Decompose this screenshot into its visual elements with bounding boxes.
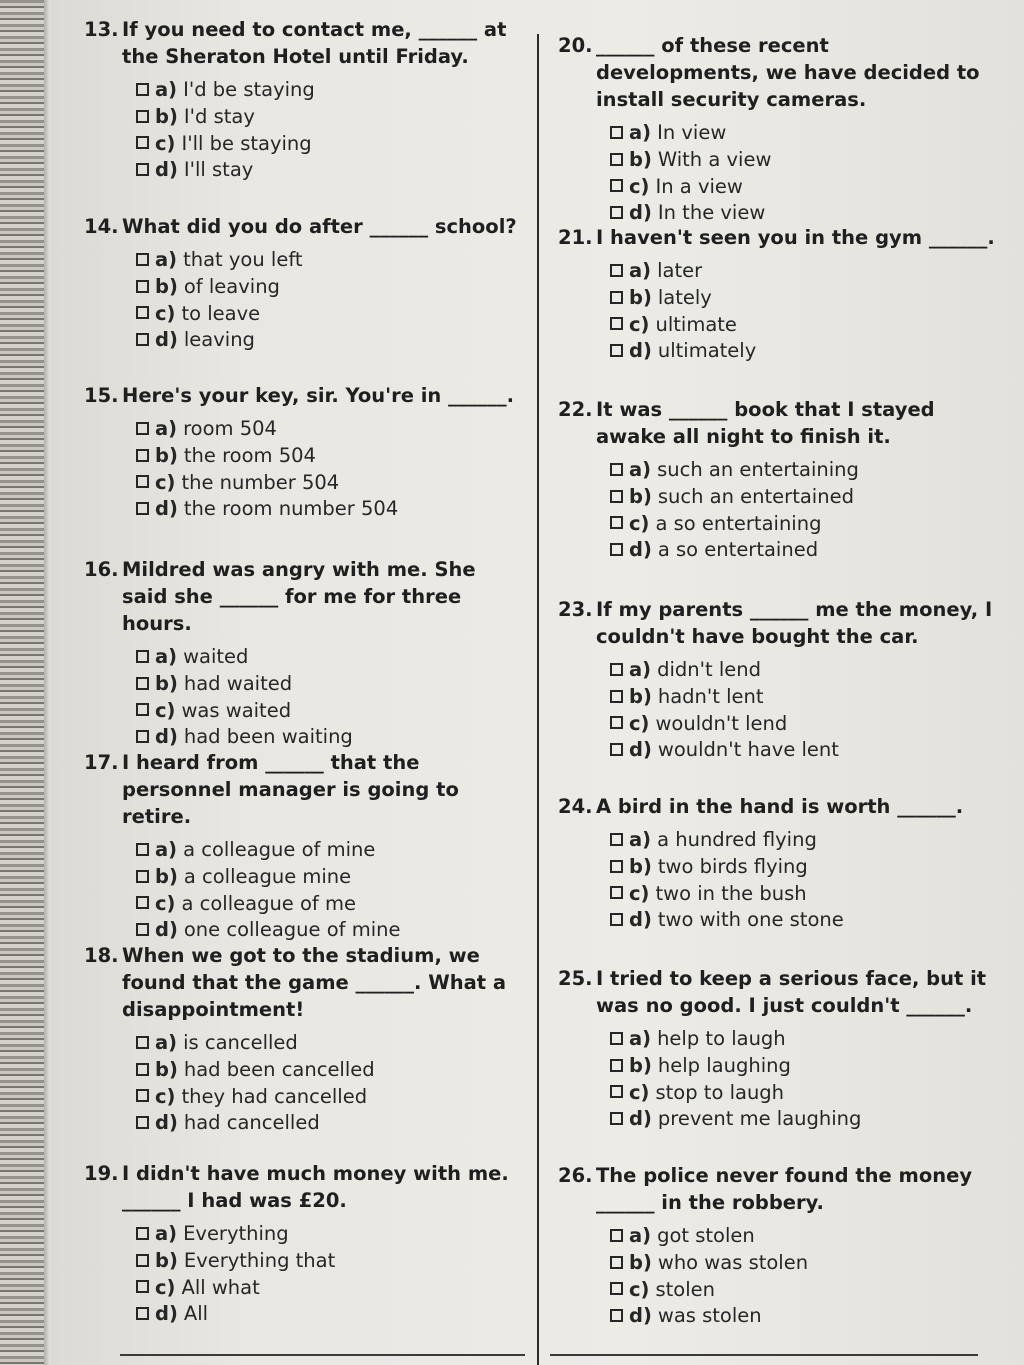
question-17 (84, 749, 524, 943)
answer-option[interactable] (610, 683, 998, 710)
option-letter: b) (155, 443, 178, 467)
option-text: stop to laugh (655, 1080, 785, 1104)
option-text: wouldn't lend (655, 711, 788, 735)
option-letter: c) (629, 174, 650, 198)
option-text: they had cancelled (181, 1084, 368, 1108)
answer-option[interactable] (136, 469, 524, 496)
question-stem (84, 16, 524, 70)
checkbox-icon[interactable] (610, 743, 623, 756)
answer-option[interactable] (136, 156, 524, 183)
question-number: 15. (84, 384, 119, 407)
answer-option[interactable] (610, 1079, 998, 1106)
question-16 (84, 556, 524, 750)
option-text: help laughing (657, 1053, 791, 1077)
answer-option[interactable] (136, 836, 524, 863)
option-letter: a) (629, 1223, 652, 1247)
option-text: a colleague mine (183, 864, 352, 888)
question-23 (558, 596, 998, 763)
option-text: two birds flying (657, 854, 808, 878)
answer-options (610, 826, 998, 933)
option-letter: d) (155, 328, 178, 352)
answer-option[interactable] (136, 246, 524, 273)
checkbox-icon[interactable] (610, 860, 623, 873)
option-letter: b) (155, 274, 178, 298)
option-text: prevent me laughing (657, 1107, 862, 1131)
answer-option[interactable] (136, 273, 524, 300)
checkbox-icon[interactable] (136, 502, 149, 515)
option-text: In view (657, 120, 727, 144)
question-stem (84, 749, 524, 830)
option-text: such an entertained (657, 484, 854, 508)
question-text: ______ of these recent developments, we have decided to install security cameras. (596, 34, 980, 111)
question-text: If my parents ______ me the money, I couldn't have bought the car. (596, 598, 993, 648)
option-letter: a) (629, 258, 652, 282)
question-25 (558, 965, 998, 1132)
checkbox-icon[interactable] (136, 1116, 149, 1129)
question-number: 19. (84, 1162, 119, 1185)
question-stem (558, 224, 998, 251)
question-text: A bird in the hand is worth ______. (596, 795, 964, 818)
checkbox-icon[interactable] (136, 730, 149, 743)
checkbox-icon[interactable] (136, 110, 149, 123)
option-letter: d) (155, 918, 178, 942)
option-letter: d) (629, 201, 652, 225)
question-number: 14. (84, 215, 119, 238)
answer-option[interactable] (136, 1274, 524, 1301)
option-letter: d) (155, 158, 178, 182)
answer-option[interactable] (610, 199, 998, 226)
question-text: If you need to contact me, ______ at the Sheraton Hotel until Friday. (122, 18, 507, 68)
checkbox-icon[interactable] (136, 650, 149, 663)
checkbox-icon[interactable] (610, 490, 623, 503)
question-text: I tried to keep a serious face, but it was no good. I just couldn't ______. (596, 967, 987, 1017)
checkbox-icon[interactable] (136, 1254, 149, 1267)
option-text: I'll be staying (181, 131, 312, 155)
option-letter: a) (629, 457, 652, 481)
answer-option[interactable] (136, 670, 524, 697)
right-bottom-rule (550, 1354, 978, 1356)
option-text: later (657, 258, 703, 282)
option-letter: c) (155, 1084, 176, 1108)
answer-option[interactable] (136, 890, 524, 917)
option-text: a colleague of mine (183, 837, 376, 861)
checkbox-icon[interactable] (610, 344, 623, 357)
option-text: Everything (183, 1221, 289, 1245)
answer-option[interactable] (610, 1025, 998, 1052)
checkbox-icon[interactable] (136, 475, 149, 488)
option-text: to leave (181, 301, 261, 325)
option-text: was waited (181, 698, 292, 722)
checkbox-icon[interactable] (136, 422, 149, 435)
question-stem (84, 556, 524, 637)
answer-option[interactable] (610, 736, 998, 763)
answer-option[interactable] (610, 880, 998, 907)
option-letter: b) (629, 1053, 652, 1077)
checkbox-icon[interactable] (136, 449, 149, 462)
question-number: 24. (558, 795, 593, 818)
answer-options (610, 456, 998, 563)
option-letter: c) (155, 301, 176, 325)
checkbox-icon[interactable] (136, 896, 149, 909)
answer-option[interactable] (136, 495, 524, 522)
checkbox-icon[interactable] (610, 1085, 623, 1098)
answer-options (136, 643, 524, 750)
question-stem (84, 213, 524, 240)
checkbox-icon[interactable] (610, 886, 623, 899)
option-letter: a) (629, 120, 652, 144)
question-19 (84, 1160, 524, 1327)
question-stem (558, 596, 998, 650)
option-letter: a) (155, 837, 178, 861)
option-text: that you left (183, 247, 303, 271)
question-text: Here's your key, sir. You're in ______. (122, 384, 515, 407)
answer-option[interactable] (610, 456, 998, 483)
option-letter: d) (155, 497, 178, 521)
answer-options (610, 1222, 998, 1329)
option-letter: c) (629, 312, 650, 336)
option-text: the number 504 (181, 470, 340, 494)
option-text: had been waiting (183, 725, 353, 749)
option-text: a so entertained (657, 538, 819, 562)
checkbox-icon[interactable] (136, 1036, 149, 1049)
option-letter: c) (155, 1275, 176, 1299)
option-letter: b) (629, 684, 652, 708)
answer-option[interactable] (136, 723, 524, 750)
option-letter: c) (629, 511, 650, 535)
question-15 (84, 382, 524, 522)
question-stem (558, 793, 998, 820)
column-divider (537, 34, 539, 1365)
option-letter: a) (629, 657, 652, 681)
checkbox-icon[interactable] (610, 1059, 623, 1072)
question-number: 20. (558, 34, 593, 57)
question-stem (84, 1160, 524, 1214)
question-stem (558, 965, 998, 1019)
question-14 (84, 213, 524, 353)
option-letter: a) (155, 644, 178, 668)
question-number: 16. (84, 558, 119, 581)
option-letter: c) (629, 711, 650, 735)
question-number: 26. (558, 1164, 593, 1187)
answer-option[interactable] (610, 119, 998, 146)
answer-option[interactable] (610, 1105, 998, 1132)
checkbox-icon[interactable] (136, 253, 149, 266)
checkbox-icon[interactable] (610, 179, 623, 192)
question-24 (558, 793, 998, 933)
question-number: 13. (84, 18, 119, 41)
option-letter: d) (155, 1302, 178, 1326)
option-letter: a) (629, 1026, 652, 1050)
option-letter: d) (629, 339, 652, 363)
option-text: wouldn't have lent (657, 738, 839, 762)
answer-options (610, 1025, 998, 1132)
option-text: lately (657, 285, 712, 309)
option-text: leaving (183, 328, 255, 352)
question-stem (558, 1162, 998, 1216)
checkbox-icon[interactable] (610, 543, 623, 556)
option-letter: b) (155, 1248, 178, 1272)
question-21 (558, 224, 998, 364)
checkbox-icon[interactable] (610, 317, 623, 330)
option-text: a so entertaining (655, 511, 822, 535)
option-text: a hundred flying (657, 827, 817, 851)
question-text: It was ______ book that I stayed awake all night to finish it. (596, 398, 935, 448)
answer-option[interactable] (610, 1222, 998, 1249)
answer-options (610, 119, 998, 226)
option-text: All (183, 1302, 209, 1326)
answer-options (136, 246, 524, 353)
option-letter: c) (155, 470, 176, 494)
option-letter: b) (155, 104, 178, 128)
checkbox-icon[interactable] (136, 1307, 149, 1320)
option-text: ultimately (657, 339, 757, 363)
option-text: help to laugh (657, 1026, 786, 1050)
question-text: The police never found the money ______ in the robbery. (596, 1164, 973, 1214)
option-text: With a view (657, 147, 772, 171)
question-stem (558, 32, 998, 113)
question-text: Mildred was angry with me. She said she ______ for me for three hours. (122, 558, 476, 635)
question-22 (558, 396, 998, 563)
answer-option[interactable] (136, 130, 524, 157)
left-bottom-rule (120, 1354, 525, 1356)
answer-options (136, 1220, 524, 1327)
option-letter: d) (629, 1107, 652, 1131)
answer-option[interactable] (610, 853, 998, 880)
option-letter: c) (155, 891, 176, 915)
option-text: two with one stone (657, 908, 844, 932)
option-text: I'll stay (183, 158, 254, 182)
checkbox-icon[interactable] (610, 1256, 623, 1269)
option-letter: b) (155, 864, 178, 888)
checkbox-icon[interactable] (610, 913, 623, 926)
option-text: In the view (657, 201, 766, 225)
checkbox-icon[interactable] (136, 136, 149, 149)
answer-option[interactable] (136, 916, 524, 943)
question-stem (84, 942, 524, 1023)
checkbox-icon[interactable] (610, 516, 623, 529)
answer-option[interactable] (610, 510, 998, 537)
answer-options (136, 415, 524, 522)
answer-option[interactable] (610, 1052, 998, 1079)
option-text: hadn't lent (657, 684, 764, 708)
checkbox-icon[interactable] (610, 1112, 623, 1125)
option-letter: d) (155, 1111, 178, 1135)
question-13 (84, 16, 524, 183)
answer-options (610, 257, 998, 364)
checkbox-icon[interactable] (610, 264, 623, 277)
option-letter: b) (629, 484, 652, 508)
option-letter: c) (629, 1080, 650, 1104)
option-text: was stolen (657, 1304, 762, 1328)
answer-option[interactable] (136, 643, 524, 670)
option-letter: a) (155, 416, 178, 440)
book-binding-edge (0, 0, 44, 1365)
answer-option[interactable] (610, 483, 998, 510)
question-number: 25. (558, 967, 593, 990)
option-letter: b) (155, 1057, 178, 1081)
option-text: who was stolen (657, 1250, 809, 1274)
checkbox-icon[interactable] (136, 870, 149, 883)
option-letter: b) (629, 1250, 652, 1274)
option-text: waited (183, 644, 249, 668)
question-20 (558, 32, 998, 226)
checkbox-icon[interactable] (136, 1227, 149, 1240)
option-text: I'd be staying (183, 77, 315, 101)
checkbox-icon[interactable] (136, 1280, 149, 1293)
answer-option[interactable] (136, 1029, 524, 1056)
option-letter: c) (629, 881, 650, 905)
option-text: didn't lend (657, 657, 761, 681)
option-letter: c) (155, 131, 176, 155)
option-letter: d) (629, 908, 652, 932)
question-number: 21. (558, 226, 593, 249)
option-text: the room 504 (183, 443, 316, 467)
option-text: is cancelled (183, 1030, 298, 1054)
option-text: ultimate (655, 312, 737, 336)
option-letter: b) (155, 671, 178, 695)
checkbox-icon[interactable] (610, 1032, 623, 1045)
answer-option[interactable] (136, 1109, 524, 1136)
checkbox-icon[interactable] (136, 923, 149, 936)
checkbox-icon[interactable] (136, 677, 149, 690)
answer-option[interactable] (610, 826, 998, 853)
option-letter: c) (629, 1277, 650, 1301)
option-text: got stolen (657, 1223, 755, 1247)
option-letter: d) (629, 538, 652, 562)
option-text: had waited (183, 671, 293, 695)
option-letter: b) (629, 147, 652, 171)
option-text: had cancelled (183, 1111, 320, 1135)
checkbox-icon[interactable] (136, 843, 149, 856)
question-18 (84, 942, 524, 1136)
checkbox-icon[interactable] (136, 1063, 149, 1076)
option-letter: a) (155, 1030, 178, 1054)
checkbox-icon[interactable] (610, 153, 623, 166)
answer-option[interactable] (610, 710, 998, 737)
option-letter: d) (629, 738, 652, 762)
answer-option[interactable] (136, 863, 524, 890)
option-text: I'd stay (183, 104, 255, 128)
option-text: had been cancelled (183, 1057, 375, 1081)
question-text: I heard from ______ that the personnel manager is going to retire. (122, 751, 459, 828)
answer-option[interactable] (610, 173, 998, 200)
option-letter: a) (155, 1221, 178, 1245)
checkbox-icon[interactable] (610, 291, 623, 304)
answer-option[interactable] (136, 300, 524, 327)
checkbox-icon[interactable] (610, 1229, 623, 1242)
checkbox-icon[interactable] (610, 1282, 623, 1295)
option-letter: b) (629, 285, 652, 309)
checkbox-icon[interactable] (136, 1089, 149, 1102)
answer-option[interactable] (136, 1300, 524, 1327)
checkbox-icon[interactable] (136, 163, 149, 176)
option-letter: a) (155, 77, 178, 101)
question-text: When we got to the stadium, we found that the game ______. What a disappointment! (122, 944, 507, 1021)
question-stem (558, 396, 998, 450)
option-text: All what (181, 1275, 260, 1299)
checkbox-icon[interactable] (610, 833, 623, 846)
checkbox-icon[interactable] (136, 306, 149, 319)
checkbox-icon[interactable] (136, 83, 149, 96)
question-number: 17. (84, 751, 119, 774)
option-text: of leaving (183, 274, 280, 298)
answer-options (136, 836, 524, 943)
checkbox-icon[interactable] (610, 463, 623, 476)
answer-option[interactable] (136, 103, 524, 130)
option-text: room 504 (183, 416, 277, 440)
answer-option[interactable] (610, 257, 998, 284)
option-letter: a) (155, 247, 178, 271)
answer-option[interactable] (136, 697, 524, 724)
answer-option[interactable] (610, 1302, 998, 1329)
checkbox-icon[interactable] (136, 703, 149, 716)
question-text: I didn't have much money with me. ______ I had was £20. (122, 1162, 509, 1212)
option-letter: d) (629, 1304, 652, 1328)
checkbox-icon[interactable] (610, 663, 623, 676)
answer-option[interactable] (610, 656, 998, 683)
answer-options (610, 656, 998, 763)
option-text: stolen (655, 1277, 715, 1301)
answer-options (136, 1029, 524, 1136)
answer-option[interactable] (610, 1249, 998, 1276)
option-text: the room number 504 (183, 497, 399, 521)
option-letter: b) (629, 854, 652, 878)
checkbox-icon[interactable] (610, 1309, 623, 1322)
option-text: a colleague of me (181, 891, 356, 915)
answer-options (136, 76, 524, 183)
question-text: What did you do after ______ school? (122, 215, 517, 238)
checkbox-icon[interactable] (610, 206, 623, 219)
option-text: In a view (655, 174, 743, 198)
option-letter: a) (629, 827, 652, 851)
answer-option[interactable] (136, 442, 524, 469)
checkbox-icon[interactable] (610, 126, 623, 139)
checkbox-icon[interactable] (136, 280, 149, 293)
option-letter: d) (155, 725, 178, 749)
option-text: Everything that (183, 1248, 336, 1272)
question-number: 18. (84, 944, 119, 967)
option-text: such an entertaining (657, 457, 859, 481)
question-stem (84, 382, 524, 409)
answer-option[interactable] (136, 1083, 524, 1110)
answer-option[interactable] (610, 146, 998, 173)
answer-option[interactable] (610, 536, 998, 563)
question-26 (558, 1162, 998, 1329)
answer-option[interactable] (136, 326, 524, 353)
answer-option[interactable] (136, 415, 524, 442)
answer-option[interactable] (610, 337, 998, 364)
checkbox-icon[interactable] (610, 690, 623, 703)
question-number: 22. (558, 398, 593, 421)
answer-option[interactable] (136, 1247, 524, 1274)
answer-option[interactable] (610, 906, 998, 933)
option-text: one colleague of mine (183, 918, 401, 942)
answer-option[interactable] (610, 311, 998, 338)
option-letter: c) (155, 698, 176, 722)
question-text: I haven't seen you in the gym ______. (596, 226, 995, 249)
answer-option[interactable] (610, 1276, 998, 1303)
question-number: 23. (558, 598, 593, 621)
answer-option[interactable] (610, 284, 998, 311)
checkbox-icon[interactable] (610, 716, 623, 729)
answer-option[interactable] (136, 76, 524, 103)
option-text: two in the bush (655, 881, 807, 905)
answer-option[interactable] (136, 1056, 524, 1083)
checkbox-icon[interactable] (136, 333, 149, 346)
answer-option[interactable] (136, 1220, 524, 1247)
